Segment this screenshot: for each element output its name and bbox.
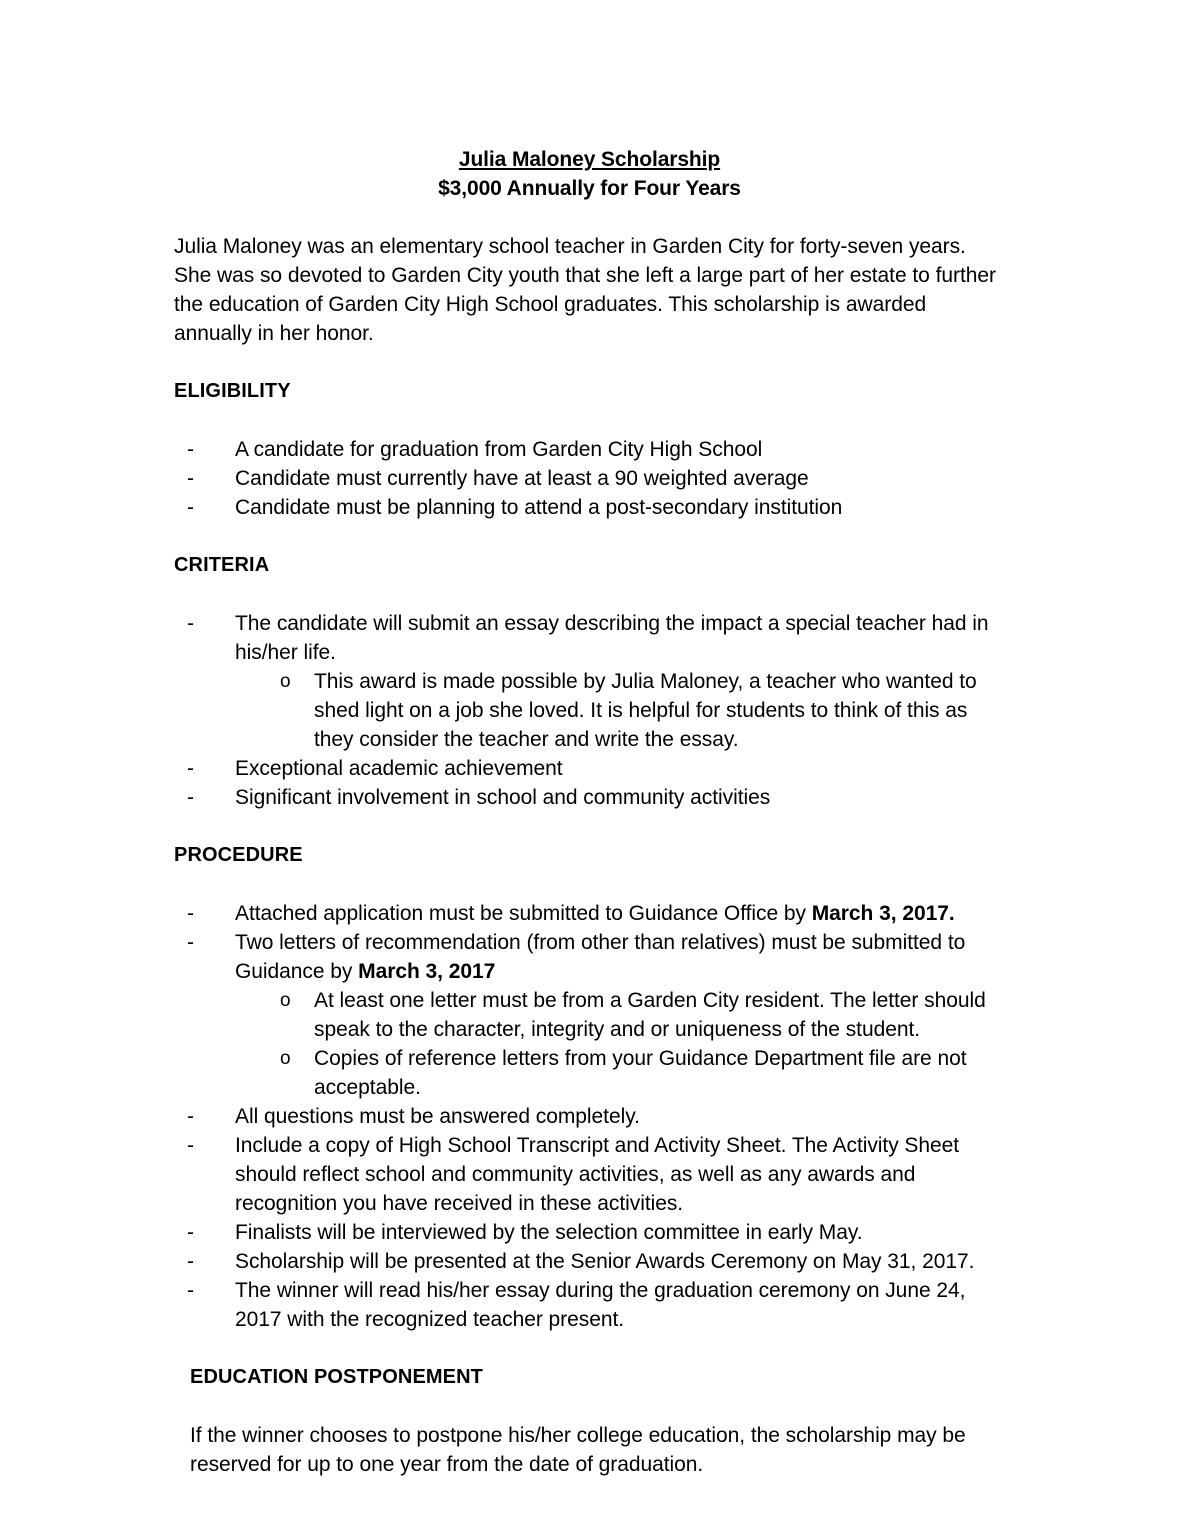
list-item xyxy=(187,1276,1005,1334)
document-title: Julia Maloney Scholarship xyxy=(458,148,721,171)
list-item-text: The candidate will submit an essay describing the impact a special teacher had in his/her life. xyxy=(235,612,989,664)
sub-list-item-text: Copies of reference letters from your Guidance Department file are not acceptable. xyxy=(314,1047,967,1099)
dash-bullet-icon: - xyxy=(187,1134,194,1157)
intro-paragraph: Julia Maloney was an elementary school teacher in Garden City for forty-seven years. She was so devoted to Garden City youth that she left a large part of her estate to further the education of Garden City High School graduates. This scholarship is awarded annually in her honor. xyxy=(174,235,996,345)
list-item-text: Include a copy of High School Transcript and Activity Sheet. The Activity Sheet should reflect school and community activities, as well as any awards and recognition you have received in these activities. xyxy=(235,1134,960,1215)
sub-list-item xyxy=(280,986,1005,1044)
list-item xyxy=(187,1131,1005,1218)
sub-list-item-text: This award is made possible by Julia Maloney, a teacher who wanted to shed light on a job she loved. It is helpful for students to think of this as they consider the teacher and write the essay. xyxy=(314,670,977,751)
list-item-text: A candidate for graduation from Garden City High School xyxy=(235,438,763,461)
list-item xyxy=(187,435,1005,464)
list-item xyxy=(187,754,1005,783)
spacer xyxy=(174,812,1005,841)
dash-bullet-icon: - xyxy=(187,931,194,954)
circle-bullet-icon: o xyxy=(280,1048,291,1069)
list-item xyxy=(187,493,1005,522)
list-item xyxy=(187,899,1005,928)
eligibility-list xyxy=(174,435,1005,522)
deadline-date: March 3, 2017. xyxy=(811,902,955,925)
spacer xyxy=(174,203,1005,232)
circle-bullet-icon: o xyxy=(280,671,291,692)
list-item-text: Scholarship will be presented at the Senior Awards Ceremony on May 31, 2017. xyxy=(235,1250,975,1273)
list-item-text: Exceptional academic achievement xyxy=(235,757,563,780)
spacer xyxy=(174,406,1005,435)
list-item-text: Candidate must currently have at least a 90 weighted average xyxy=(235,467,809,490)
education-postponement-section xyxy=(190,1363,1005,1479)
spacer xyxy=(174,870,1005,899)
spacer xyxy=(174,1334,1005,1363)
list-item xyxy=(187,464,1005,493)
title-block xyxy=(174,145,1005,203)
deadline-date: March 3, 2017 xyxy=(358,960,496,983)
section-heading-eligibility: ELIGIBILITY xyxy=(174,380,291,402)
list-item-text: All questions must be answered completely. xyxy=(235,1105,640,1128)
spacer xyxy=(174,580,1005,609)
sub-list-item xyxy=(280,1044,1005,1102)
section-heading-education-postponement: EDUCATION POSTPONEMENT xyxy=(190,1366,483,1388)
circle-bullet-icon: o xyxy=(280,990,291,1011)
section-heading-criteria: CRITERIA xyxy=(174,554,270,576)
list-item xyxy=(187,1218,1005,1247)
spacer xyxy=(174,522,1005,551)
list-item-text: The winner will read his/her essay during the graduation ceremony on June 24, 2017 with the recognized teacher present. xyxy=(235,1279,966,1331)
education-postponement-paragraph: If the winner chooses to postpone his/her college education, the scholarship may be reserved for up to one year from the date of graduation. xyxy=(190,1424,966,1476)
list-item xyxy=(187,928,1005,986)
procedure-list xyxy=(174,899,1005,1334)
spacer xyxy=(174,348,1005,377)
list-item-text-plain: Attached application must be submitted to Guidance Office by xyxy=(235,902,812,925)
list-item-text-plain: Two letters of recommendation (from other than relatives) must be submitted to Guidance by xyxy=(235,931,966,983)
dash-bullet-icon: - xyxy=(187,1221,194,1244)
list-item-text: Candidate must be planning to attend a post-secondary institution xyxy=(235,496,843,519)
list-item xyxy=(187,1247,1005,1276)
dash-bullet-icon: - xyxy=(187,496,194,519)
dash-bullet-icon: - xyxy=(187,1279,194,1302)
dash-bullet-icon: - xyxy=(187,612,194,635)
sub-list-item xyxy=(280,667,1005,754)
document-subtitle: $3,000 Annually for Four Years xyxy=(438,177,741,200)
section-heading-procedure: PROCEDURE xyxy=(174,844,303,866)
dash-bullet-icon: - xyxy=(187,1105,194,1128)
dash-bullet-icon: - xyxy=(187,1250,194,1273)
list-item xyxy=(187,783,1005,812)
list-item-text: Finalists will be interviewed by the selection committee in early May. xyxy=(235,1221,863,1244)
criteria-list xyxy=(174,609,1005,812)
list-item xyxy=(187,609,1005,667)
dash-bullet-icon: - xyxy=(187,438,194,461)
sub-list-item-text: At least one letter must be from a Garden City resident. The letter should speak to the character, integrity and or uniqueness of the student. xyxy=(314,989,986,1041)
dash-bullet-icon: - xyxy=(187,467,194,490)
list-item-text xyxy=(235,931,965,983)
dash-bullet-icon: - xyxy=(187,786,194,809)
dash-bullet-icon: - xyxy=(187,902,194,925)
spacer xyxy=(190,1392,1005,1421)
list-item xyxy=(187,1102,1005,1131)
list-item-text: Significant involvement in school and community activities xyxy=(235,786,771,809)
list-item-text xyxy=(235,902,955,925)
dash-bullet-icon: - xyxy=(187,757,194,780)
